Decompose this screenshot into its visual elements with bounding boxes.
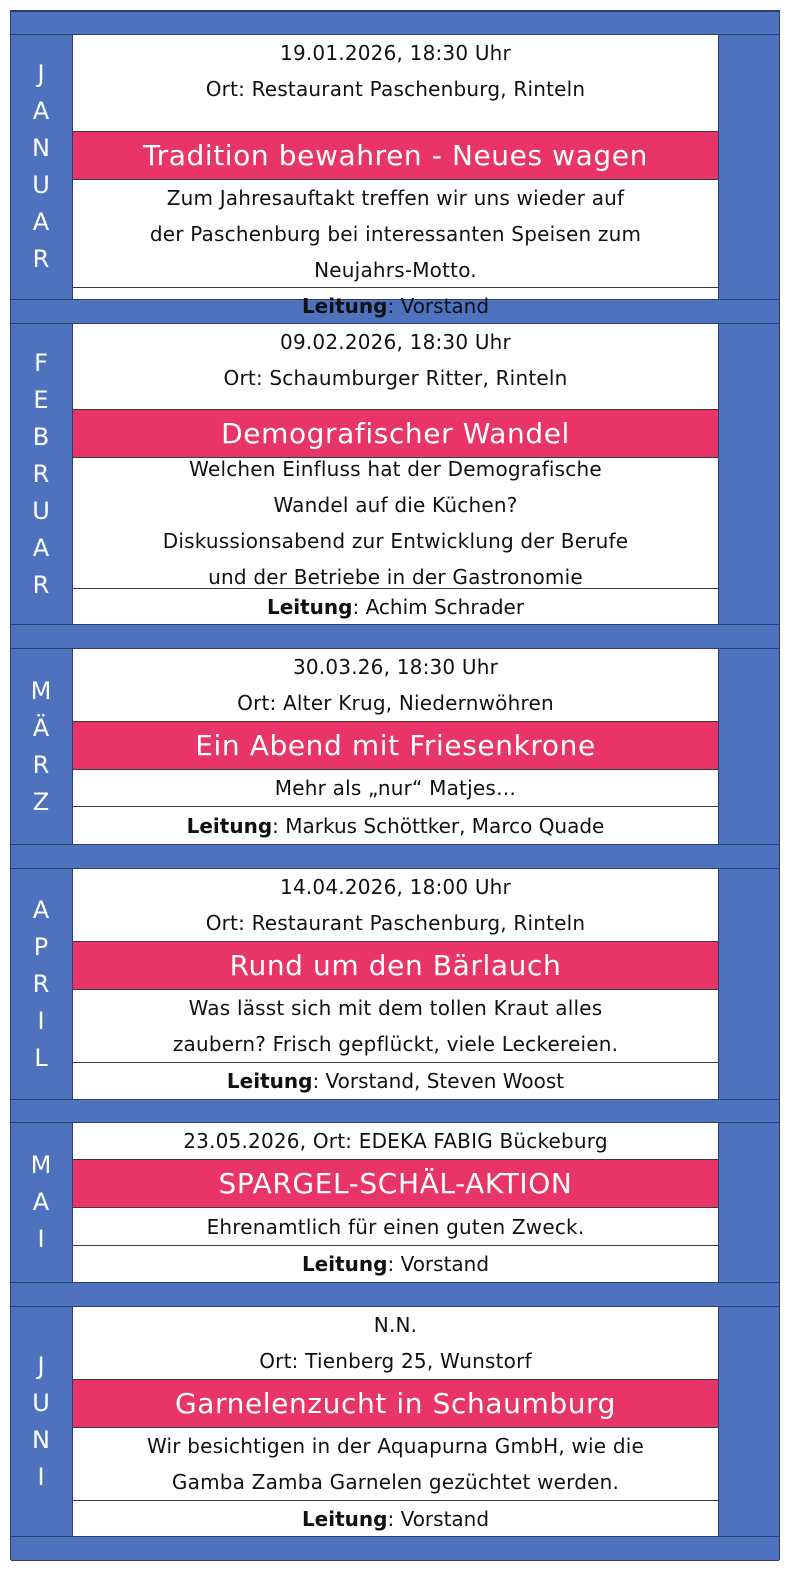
month-label <box>11 1123 71 1282</box>
separator-band <box>11 624 779 649</box>
description-line: Zum Jahresauftakt treffen wir uns wieder auf <box>166 185 625 210</box>
leader-label: Leitung <box>301 1506 388 1531</box>
leader-label: Leitung <box>186 813 273 838</box>
event-location: Ort: Schaumburger Ritter, Rinteln <box>223 366 568 390</box>
description-line: und der Betriebe in der Gastronomie <box>208 565 583 589</box>
event-title: Tradition bewahren - Neues wagen <box>73 131 718 180</box>
event-leader <box>73 806 718 844</box>
month-section <box>11 35 779 318</box>
month-letter: A <box>32 895 50 924</box>
event-leader <box>73 1245 718 1282</box>
month-letter: L <box>34 1043 48 1072</box>
separator-band <box>11 844 779 869</box>
event-card <box>72 1123 719 1282</box>
month-section <box>11 1307 779 1536</box>
month-letter: N <box>32 134 50 162</box>
month-letter: U <box>32 171 50 199</box>
leader-name: : Vorstand <box>387 1252 490 1276</box>
event-description <box>73 990 718 1062</box>
leader-name: : Markus Schöttker, Marco Quade <box>272 813 605 838</box>
event-date: 19.01.2026, 18:30 Uhr <box>280 41 511 65</box>
month-letter: N <box>32 1425 50 1454</box>
month-label <box>11 324 71 624</box>
month-letter: M <box>30 1151 52 1179</box>
month-letter: U <box>32 1388 50 1417</box>
separator-band <box>11 11 779 35</box>
month-letter: M <box>30 676 52 705</box>
month-letter: U <box>32 496 50 525</box>
event-title: SPARGEL-SCHÄL-AKTION <box>73 1159 718 1208</box>
month-letter: P <box>33 932 49 961</box>
event-card <box>72 324 719 624</box>
description-line: Neujahrs-Motto. <box>314 257 477 282</box>
event-date: 30.03.26, 18:30 Uhr <box>292 655 499 679</box>
month-letter: J <box>37 1351 45 1380</box>
month-letter: A <box>32 208 50 236</box>
month-letter: R <box>32 570 50 599</box>
month-letter: R <box>32 245 50 273</box>
leader-name: : Vorstand <box>387 294 490 318</box>
month-letter: B <box>32 422 50 451</box>
month-letter: J <box>37 60 45 88</box>
month-letter: R <box>32 459 50 488</box>
month-letter: A <box>32 97 50 125</box>
event-card <box>72 869 719 1099</box>
month-letter: A <box>32 1188 50 1216</box>
event-date: 23.05.2026, Ort: EDEKA FABIG Bückeburg <box>183 1129 608 1153</box>
month-letter: Ä <box>32 713 50 742</box>
event-location: Ort: Restaurant Paschenburg, Rinteln <box>205 911 586 935</box>
leader-label: Leitung <box>301 1252 388 1276</box>
description-line: Diskussionsabend zur Entwicklung der Berufe <box>162 529 629 553</box>
event-title: Demografischer Wandel <box>73 409 718 458</box>
month-label <box>11 869 71 1099</box>
event-date: 14.04.2026, 18:00 Uhr <box>280 875 511 899</box>
month-letter: R <box>32 969 50 998</box>
event-title: Ein Abend mit Friesenkrone <box>73 721 718 770</box>
month-letter: I <box>37 1225 45 1253</box>
event-description <box>73 1208 718 1245</box>
event-card <box>72 1307 719 1536</box>
event-location: Ort: Restaurant Paschenburg, Rinteln <box>205 77 586 101</box>
month-letter: Z <box>32 787 50 816</box>
month-letter: E <box>33 385 49 414</box>
event-card <box>72 35 719 318</box>
month-label <box>11 35 71 299</box>
event-location: Ort: Alter Krug, Niedernwöhren <box>237 691 554 715</box>
event-description <box>73 770 718 806</box>
event-location: Ort: Tienberg 25, Wunstorf <box>259 1349 532 1373</box>
event-calendar <box>10 10 780 1560</box>
description-line: Gamba Zamba Garnelen gezüchtet werden. <box>171 1470 620 1494</box>
event-description <box>73 180 718 287</box>
month-letter: A <box>32 533 50 562</box>
separator-band <box>11 1282 779 1307</box>
event-date: 09.02.2026, 18:30 Uhr <box>280 330 511 354</box>
description-line: Mehr als „nur“ Matjes… <box>274 776 517 800</box>
leader-label: Leitung <box>226 1069 313 1093</box>
leader-name: : Achim Schrader <box>352 594 525 619</box>
event-leader <box>73 1062 718 1099</box>
event-date: N.N. <box>373 1313 418 1337</box>
month-label <box>11 1307 71 1536</box>
description-line: Wir besichtigen in der Aquapurna GmbH, wie die <box>147 1434 644 1458</box>
leader-label: Leitung <box>266 594 353 619</box>
event-leader <box>73 287 718 324</box>
description-line: Was lässt sich mit dem tollen Kraut alles <box>188 996 603 1020</box>
month-section <box>11 1123 779 1282</box>
event-title: Garnelenzucht in Schaumburg <box>73 1379 718 1428</box>
description-line: Wandel auf die Küchen? <box>273 493 518 517</box>
description-line: zaubern? Frisch gepflückt, viele Leckereien. <box>172 1032 619 1056</box>
leader-name: : Vorstand <box>387 1506 490 1531</box>
description-line: Welchen Einfluss hat der Demografische <box>189 457 602 481</box>
leader-name: : Vorstand, Steven Woost <box>312 1069 565 1093</box>
leader-label: Leitung <box>301 294 388 318</box>
month-section <box>11 649 779 844</box>
month-letter: I <box>37 1006 45 1035</box>
event-description <box>73 458 718 588</box>
separator-band <box>11 1099 779 1123</box>
event-title: Rund um den Bärlauch <box>73 941 718 990</box>
description-line: der Paschenburg bei interessanten Speisen zum <box>149 221 642 246</box>
event-leader <box>73 1500 718 1536</box>
event-card <box>72 649 719 844</box>
month-section <box>11 869 779 1099</box>
event-description <box>73 1428 718 1500</box>
event-leader <box>73 588 718 624</box>
month-letter: I <box>37 1462 45 1491</box>
month-section <box>11 324 779 624</box>
month-letter: F <box>34 348 48 377</box>
separator-band <box>11 1536 779 1561</box>
description-line: Ehrenamtlich für einen guten Zweck. <box>206 1214 585 1239</box>
month-label <box>11 649 71 844</box>
month-letter: R <box>32 750 50 779</box>
